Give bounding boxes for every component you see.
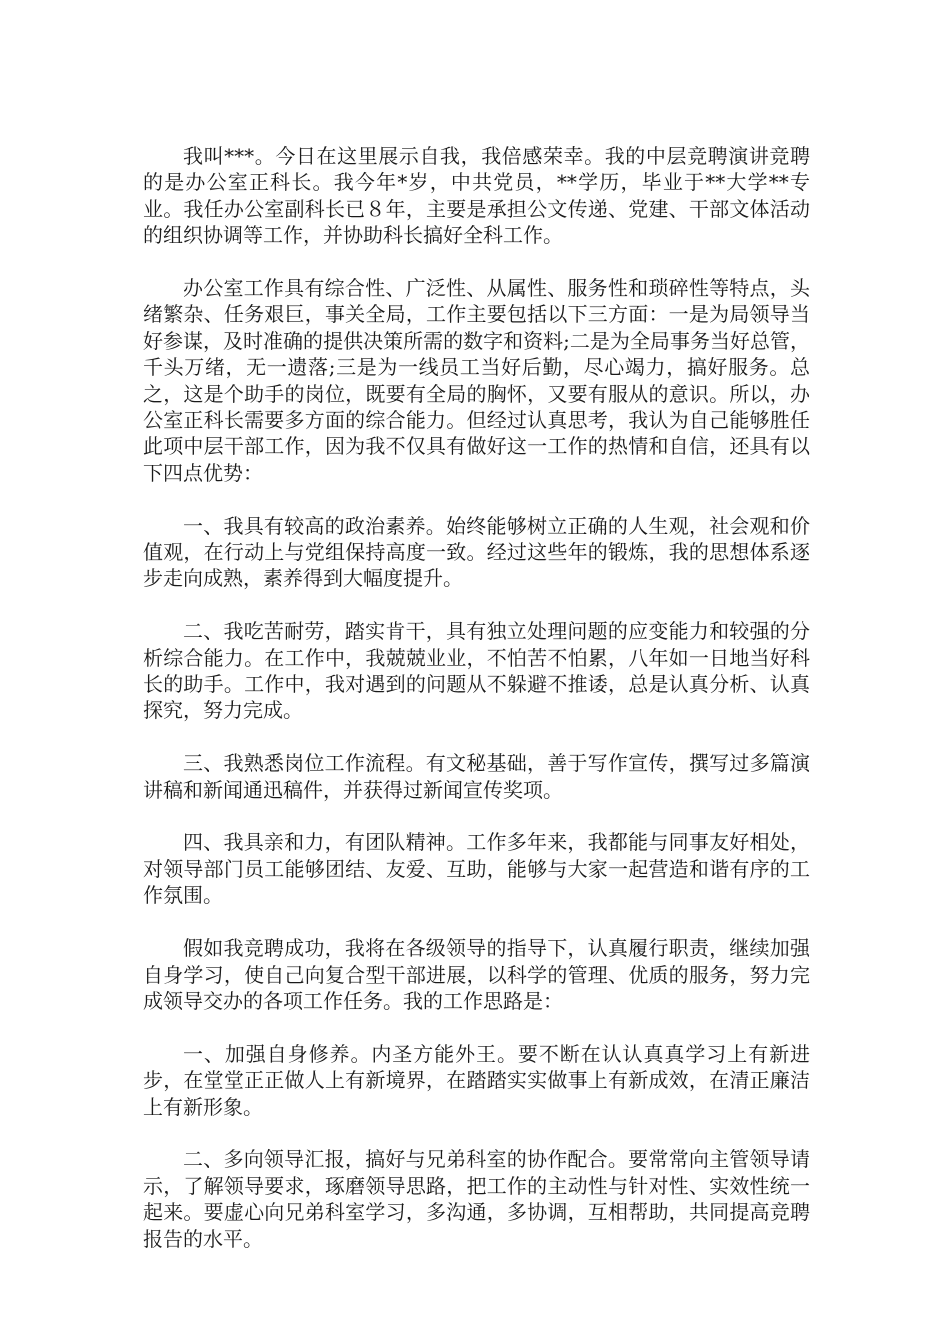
paragraph-plan-1: 一、加强自身修养。内圣方能外王。要不断在认认真真学习上有新进步，在堂堂正正做人上有新境界，在踏踏实实做事上有新成效，在清正廉洁上有新形象。	[143, 1041, 810, 1119]
document-body	[143, 143, 810, 1278]
paragraph-office-duties: 办公室工作具有综合性、广泛性、从属性、服务性和琐碎性等特点，头绪繁杂、任务艰巨，事关全局，工作主要包括以下三方面：一是为局领导当好参谋，及时准确的提供决策所需的数字和资料;二是为全局事务当好总管，千头万绪，无一遗落;三是为一线员工当好后勤，尽心竭力，搞好服务。总之，这是个助手的岗位，既要有全局的胸怀，又要有服从的意识。所以，办公室正科长需要多方面的综合能力。但经过认真思考，我认为自己能够胜任此项中层干部工作，因为我不仅具有做好这一工作的热情和自信，还具有以下四点优势：	[143, 276, 810, 485]
paragraph-plan-intro: 假如我竞聘成功，我将在各级领导的指导下，认真履行职责，继续加强自身学习，使自己向复合型干部进展，以科学的管理、优质的服务，努力完成领导交办的各项工作任务。我的工作思路是：	[143, 936, 810, 1013]
paragraph-advantage-1: 一、我具有较高的政治素养。始终能够树立正确的人生观，社会观和价值观，在行动上与党组保持高度一致。经过这些年的锻炼，我的思想体系逐步走向成熟，素养得到大幅度提升。	[143, 513, 810, 591]
paragraph-advantage-4: 四、我具亲和力，有团队精神。工作多年来，我都能与同事友好相处，对领导部门员工能够团结、友爱、互助，能够与大家一起营造和谐有序的工作氛围。	[143, 830, 810, 908]
paragraph-plan-2: 二、多向领导汇报，搞好与兄弟科室的协作配合。要常常向主管领导请示，了解领导要求，琢磨领导思路，把工作的主动性与针对性、实效性统一起来。要虚心向兄弟科室学习，多沟通，多协调，互相帮助，共同提高竞聘报告的水平。	[143, 1147, 810, 1251]
paragraph-intro: 我叫***。今日在这里展示自我，我倍感荣幸。我的中层竞聘演讲竞聘的是办公室正科长。我今年*岁，中共党员，**学历，毕业于**大学**专业。我任办公室副科长已８年，主要是承担公文传递、党建、干部文体活动的组织协调等工作，并协助科长搞好全科工作。	[143, 144, 810, 248]
paragraph-advantage-3: 三、我熟悉岗位工作流程。有文秘基础，善于写作宣传，撰写过多篇演讲稿和新闻通迅稿件，并获得过新闻宣传奖项。	[143, 751, 810, 802]
paragraph-advantage-2: 二、我吃苦耐劳，踏实肯干，具有独立处理问题的应变能力和较强的分析综合能力。在工作中，我兢兢业业，不怕苦不怕累，八年如一日地当好科长的助手。工作中，我对遇到的问题从不躲避不推诿，总是认真分析、认真探究，努力完成。	[143, 619, 810, 723]
